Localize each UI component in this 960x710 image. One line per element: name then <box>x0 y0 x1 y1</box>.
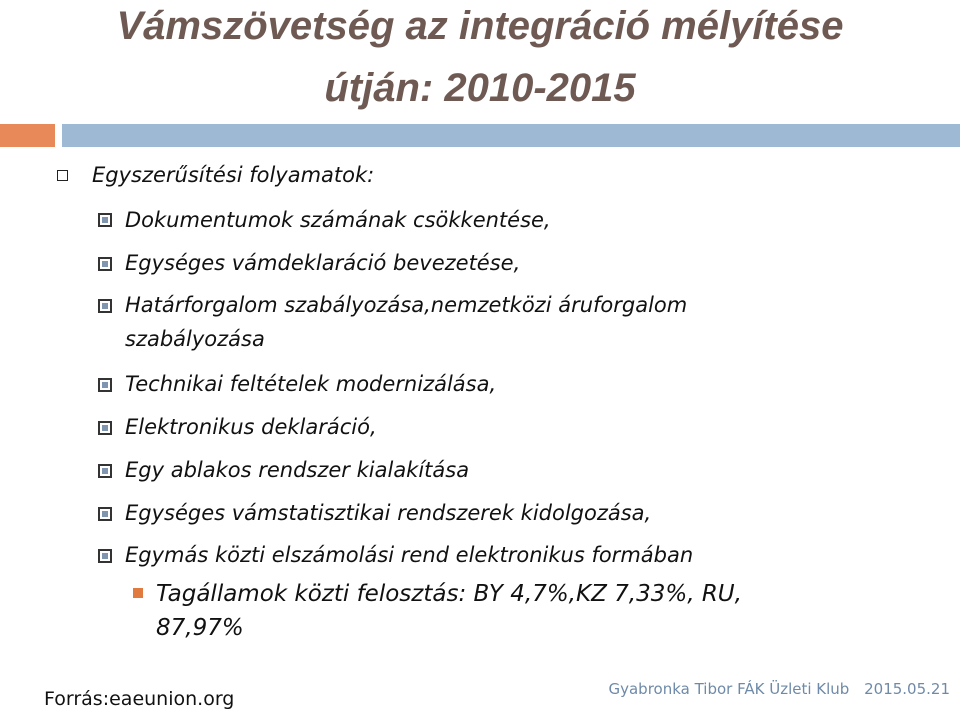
list-item: Egységes vámdeklaráció bevezetése, <box>125 251 521 275</box>
list-item: Egy ablakos rendszer kialakítása <box>125 458 470 482</box>
slide-title-line-1: Vámszövetség az integráció mélyítése <box>116 4 844 48</box>
square-bullet-icon <box>98 507 112 521</box>
square-bullet-icon <box>98 378 112 392</box>
slide-title-line-2: útján: 2010-2015 <box>324 66 636 110</box>
square-bullet-icon <box>98 213 112 227</box>
square-bullet-icon <box>98 421 112 435</box>
list-item: Határforgalom szabályozása,nemzetközi áruforgalom <box>125 293 688 317</box>
square-bullet-icon <box>98 464 112 478</box>
list-item-continuation: szabályozása <box>125 327 265 351</box>
sub-list-item: Tagállamok közti felosztás: BY 4,7%,KZ 7,33%, RU, <box>156 581 742 607</box>
accent-bar-blue <box>62 124 960 147</box>
footer-date: 2015.05.21 <box>864 680 950 698</box>
footer-author: Gyabronka Tibor FÁK Üzleti Klub <box>608 680 850 698</box>
list-item: Egymás közti elszámolási rend elektronikus formában <box>125 543 694 567</box>
source-note: Forrás:eaeunion.org <box>44 688 235 710</box>
square-bullet-icon <box>57 170 68 181</box>
square-bullet-icon <box>98 299 112 313</box>
sub-list-item-continuation: 87,97% <box>156 615 244 641</box>
list-item: Elektronikus deklaráció, <box>125 415 377 439</box>
list-item: Technikai feltételek modernizálása, <box>125 372 497 396</box>
slide-footer <box>598 680 950 698</box>
square-bullet-icon <box>98 257 112 271</box>
square-bullet-icon <box>98 549 112 563</box>
accent-bar-orange <box>0 124 55 147</box>
square-sub-bullet-icon <box>133 588 143 598</box>
list-heading: Egyszerűsítési folyamatok: <box>92 163 375 187</box>
list-item: Dokumentumok számának csökkentése, <box>125 208 551 232</box>
list-item: Egységes vámstatisztikai rendszerek kidolgozása, <box>125 501 652 525</box>
